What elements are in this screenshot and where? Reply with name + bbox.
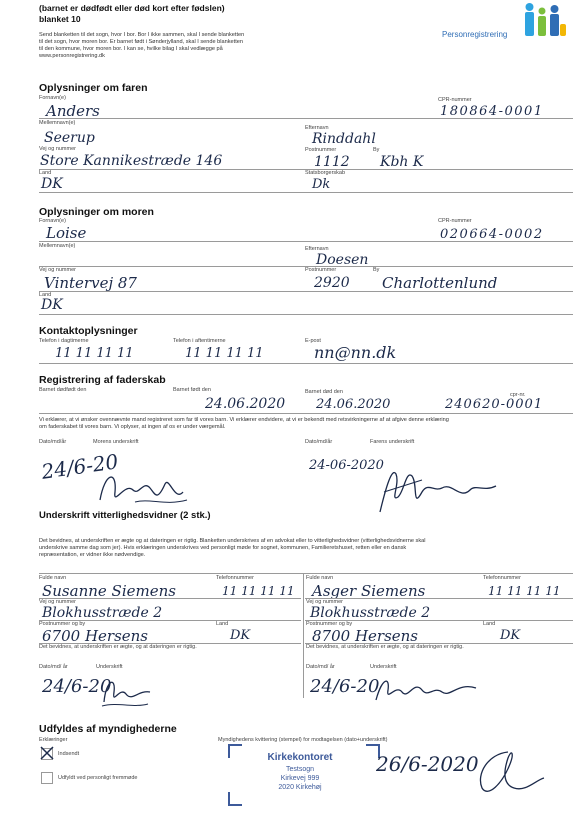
checkbox-in-person[interactable] (41, 772, 53, 784)
witness1-signature-icon (98, 672, 158, 710)
witness-instructions (39, 538, 573, 559)
mother-last-name[interactable]: Doesen (316, 252, 369, 268)
label-declarations: Erklæringer (39, 737, 68, 743)
father-city[interactable]: Kbh K (380, 154, 424, 170)
contact-day-phone[interactable]: 11 11 11 11 (55, 346, 134, 361)
label-date: Dato/md/ år (39, 664, 68, 670)
witness2-country[interactable]: DK (500, 628, 521, 643)
label-phone: Telefonnummer (216, 575, 254, 581)
child-born-date[interactable]: 24.06.2020 (205, 396, 286, 412)
label-middle-name: Mellemnavn(e) (39, 120, 76, 126)
label-city: By (373, 147, 380, 153)
intro-line: til den kommune, hvor moren bor. I kan se, hvilke bilag I skal vedlægge på (39, 46, 223, 52)
father-sign-date[interactable]: 24-06-2020 (309, 458, 384, 473)
label-signature: Underskrift (96, 664, 123, 670)
label-full-name: Fulde navn (39, 575, 67, 581)
father-signature-icon (372, 462, 502, 517)
label-country: Land (483, 621, 496, 627)
label-country: Land (39, 170, 52, 176)
mother-city[interactable]: Charlottenlund (382, 274, 498, 292)
mother-signature-icon (95, 462, 195, 512)
label-first-name: Fornavn(e) (39, 95, 66, 101)
father-last-name[interactable]: Rinddahl (312, 131, 376, 147)
check-x-icon (39, 745, 55, 761)
label-date: Dato/md/år (305, 439, 333, 445)
witness1-date[interactable]: 24/6-20 (42, 676, 112, 697)
label-died: Barnet død den (305, 389, 343, 395)
receipt-date[interactable]: 26/6-2020 (376, 752, 479, 776)
intro-line: Send blanketten til det sogn, hvor I bor. Bor I ikke sammen, skal I sende blanketten (39, 32, 245, 38)
section-title-witnesses: Underskrift vitterlighedsvidner (2 stk.) (39, 510, 211, 521)
label-postal: Postnummer (305, 267, 337, 273)
witness2-date[interactable]: 24/6-20 (310, 676, 380, 697)
label-full-name: Fulde navn (306, 575, 334, 581)
mother-country[interactable]: DK (41, 297, 63, 313)
label-child-cpr: cpr-nr. (510, 392, 526, 398)
label-citizenship: Statsborgerskab (305, 170, 346, 176)
declaration-line: Vi erklærer, at vi ønsker ovennævnte mand registreret som far til vores barn. Vi erklærer endvidere, at vi er bekendt med retsvirkningerne af at afgive denne erklæring (39, 417, 449, 423)
father-postal[interactable]: 1112 (314, 154, 350, 170)
witness1-attest: Det bevidnes, at underskriften er ægte, og at dateringen er rigtig. (39, 644, 197, 650)
family-logo-icon (520, 0, 570, 38)
brand-name: Personregistrering (442, 30, 508, 39)
label-country: Land (216, 621, 229, 627)
intro-line: til det sogn, hvor moren bor. Er barnet født i Sønderjylland, skal I sende blanketten (39, 39, 243, 45)
label-born: Barnet født den (173, 387, 211, 393)
section-title-mother: Oplysninger om moren (39, 206, 154, 218)
stamp-parish: Testsogn (285, 766, 315, 773)
label-date: Dato/md/år (39, 439, 67, 445)
label-cpr: CPR-nummer (438, 218, 472, 224)
witness1-street[interactable]: Blokhusstræde 2 (42, 605, 163, 621)
witness2-postal-city[interactable]: 8700 Hersens (312, 627, 419, 645)
form-number: blanket 10 (39, 14, 81, 24)
label-mother-signature: Morens underskrift (93, 439, 139, 445)
label-postal-city: Postnummer og by (39, 621, 86, 627)
label-last-name: Efternavn (305, 125, 329, 131)
label-street: Vej og nummer (306, 599, 343, 605)
label-city: By (373, 267, 380, 273)
label-country: Land (39, 292, 52, 298)
mother-postal[interactable]: 2920 (314, 275, 350, 291)
label-phone: Telefonnummer (483, 575, 521, 581)
paternity-declaration (39, 417, 573, 431)
father-first-name[interactable]: Anders (46, 102, 100, 120)
section-title-paternity: Registrering af faderskab (39, 374, 166, 386)
label-father-signature: Farens underskrift (370, 439, 415, 445)
child-cpr[interactable]: 240620-0001 (445, 397, 544, 412)
father-cpr[interactable]: 180864-0001 (440, 104, 544, 119)
label-street: Vej og nummer (39, 146, 76, 152)
stamp-corner (228, 744, 242, 758)
witness1-phone[interactable]: 11 11 11 11 (222, 584, 295, 598)
witness-text-line: repræsentation, er vidner ikke nødvendige. (39, 552, 146, 558)
mother-sign-date[interactable]: 24/6-20 (40, 449, 120, 484)
witness-text-line: underskrive samme dag som jer). Hvis erklæringen underskrives ved personligt møde for sognet, kommunen, Familieretshuset, retten eller en dansk (39, 545, 407, 551)
label-email: E-post (305, 338, 321, 344)
mother-first-name[interactable]: Loise (46, 224, 87, 242)
label-street: Vej og nummer (39, 599, 76, 605)
stamp-city: 2020 Kirkehøj (278, 784, 322, 791)
contact-email[interactable]: nn@nn.dk (314, 343, 397, 362)
witness2-name[interactable]: Asger Siemens (312, 582, 426, 600)
stamp-corner (228, 792, 242, 806)
father-street[interactable]: Store Kannikestræde 146 (40, 153, 223, 169)
witness1-country[interactable]: DK (230, 628, 251, 643)
label-stillborn: Barnet dødfødt den (39, 387, 87, 393)
witness1-postal-city[interactable]: 6700 Hersens (42, 627, 149, 645)
label-evening-phone: Telefon i aftentimerne (173, 338, 226, 344)
label-street: Vej og nummer (39, 267, 76, 273)
receipt-signature-icon (468, 744, 548, 799)
section-title-contact: Kontaktoplysninger (39, 325, 138, 337)
label-postal-city: Postnummer og by (306, 621, 353, 627)
label-cpr: CPR-nummer (438, 97, 472, 103)
stamp-address: Kirkevej 999 (280, 775, 320, 782)
section-title-authority: Udfyldes af myndighederne (39, 723, 177, 735)
witness1-name[interactable]: Susanne Siemens (42, 582, 176, 600)
label-day-phone: Telefon i dagtimerne (39, 338, 89, 344)
declaration-line: om faderskabet til vores barn. Vi oplyser, at ingen af os er under værgemål. (39, 424, 226, 430)
section-title-father: Oplysninger om faren (39, 82, 148, 94)
label-signature: Underskrift (370, 664, 397, 670)
label-in-person: Udfyldt ved personligt fremmøde (58, 775, 138, 781)
witness2-street[interactable]: Blokhusstræde 2 (310, 605, 431, 621)
witness2-signature-icon (372, 672, 482, 708)
label-middle-name: Mellemnavn(e) (39, 243, 76, 249)
label-first-name: Fornavn(e) (39, 218, 66, 224)
witness-text-line: Det bevidnes, at underskriften er ægte og at dateringen er rigtig. Blanketten underskrives af en advokat eller to vitterlighedsvidner (vitterlighedsvidnerne skal (39, 538, 426, 544)
witness2-attest: Det bevidnes, at underskriften er ægte, og at dateringen er rigtig. (306, 644, 464, 650)
form-subtitle: (barnet er dødfødt eller død kort efter fødslen) (39, 3, 225, 13)
label-receipt: Myndighedens kvittering (stempel) for modtagelsen (dato+underskrift) (218, 737, 388, 743)
label-last-name: Efternavn (305, 246, 329, 252)
label-postal: Postnummer (305, 147, 337, 153)
stamp-office: Kirkekontoret (267, 752, 333, 763)
father-country[interactable]: DK (41, 176, 63, 192)
intro-line: www.personregistrering.dk (39, 53, 105, 59)
mother-cpr[interactable]: 020664-0002 (440, 227, 544, 242)
intro-text (39, 32, 339, 60)
contact-evening-phone[interactable]: 11 11 11 11 (185, 346, 264, 361)
label-date: Dato/md/ år (306, 664, 335, 670)
label-sent: Indsendt (58, 751, 80, 757)
father-middle-name[interactable]: Seerup (44, 130, 95, 146)
child-died-date[interactable]: 24.06.2020 (316, 397, 391, 412)
witness2-phone[interactable]: 11 11 11 11 (488, 584, 561, 598)
father-citizenship[interactable]: Dk (312, 177, 331, 192)
mother-street[interactable]: Vintervej 87 (44, 274, 137, 292)
